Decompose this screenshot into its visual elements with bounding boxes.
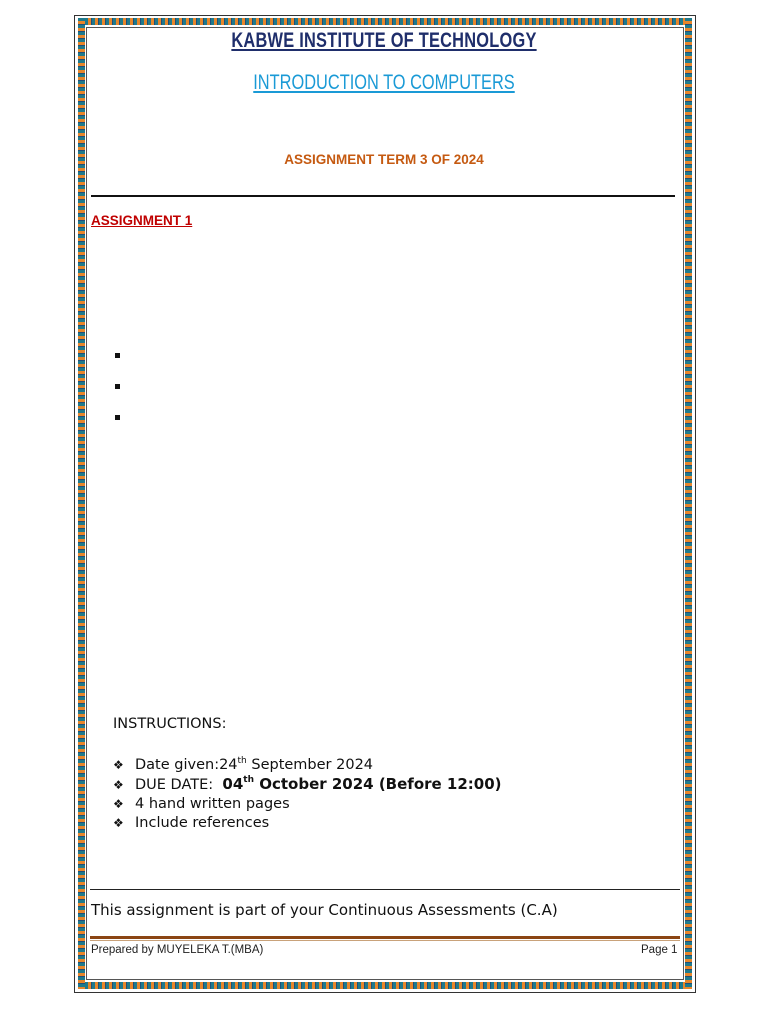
footer-divider-thin xyxy=(90,940,680,941)
assignment-term: ASSIGNMENT TERM 3 OF 2024 xyxy=(284,152,484,167)
footer-prepared-by: Prepared by MUYELEKA T.(MBA) xyxy=(91,944,264,956)
bullet-marker-1 xyxy=(115,353,120,358)
decorative-border-top xyxy=(78,18,692,25)
footer-page-number: Page 1 xyxy=(641,944,678,956)
instruction-due-date: ❖ DUE DATE: 04th October 2024 (Before 12:00) xyxy=(113,775,502,794)
course-title: INTRODUCTION TO COMPUTERS xyxy=(253,71,515,94)
instructions-list xyxy=(113,756,502,833)
diamond-bullet-icon: ❖ xyxy=(113,758,124,772)
instructions-heading: INSTRUCTIONS: xyxy=(113,716,227,732)
instruction-pages: ❖ 4 hand written pages xyxy=(113,795,290,812)
page-inner-border xyxy=(86,27,684,980)
decorative-border-bottom xyxy=(78,982,692,989)
header-divider xyxy=(91,195,675,197)
bullet-marker-3 xyxy=(115,415,120,420)
diamond-bullet-icon: ❖ xyxy=(113,796,124,811)
continuous-assessment-note: This assignment is part of your Continuous Assessments (C.A) xyxy=(91,901,558,919)
assignment-heading: ASSIGNMENT 1 xyxy=(91,213,193,228)
footer-divider xyxy=(90,936,680,939)
diamond-bullet-icon: ❖ xyxy=(113,778,124,793)
note-divider xyxy=(90,889,680,890)
diamond-bullet-icon: ❖ xyxy=(113,815,124,830)
institution-title: KABWE INSTITUTE OF TECHNOLOGY xyxy=(231,29,537,52)
instruction-references: ❖ Include references xyxy=(113,814,270,831)
bullet-marker-2 xyxy=(115,384,120,389)
instruction-date-given: ❖ Date given:24th September 2024 xyxy=(113,756,374,773)
